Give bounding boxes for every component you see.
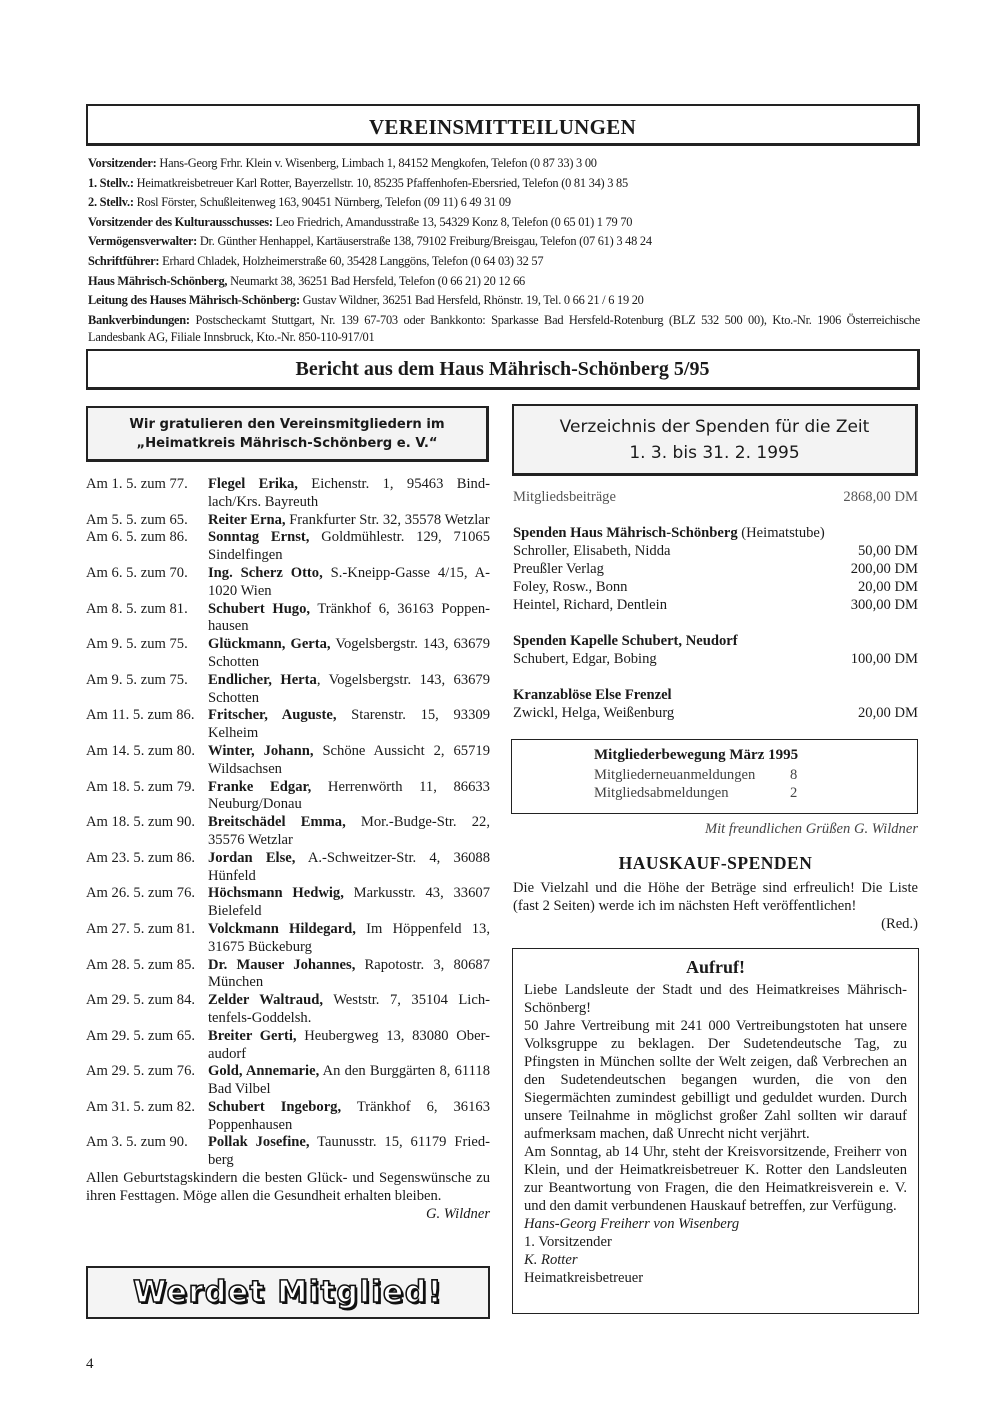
birthday-date: Am 9. 5. zum 75. [86,671,188,688]
birthday-details [208,957,490,993]
birthday-entry [86,1063,490,1099]
join-banner-text: Werdet Mitglied! [133,1275,443,1310]
birthday-details [208,850,490,886]
officer-row [88,193,920,213]
movement-label: Mitgliedsabmeldungen [594,785,729,801]
birthday-name: Sonntag Ernst, [208,529,310,546]
officer-details: Dr. Günther Henhappel, Kartäuserstraße 138, 79102 Freiburg/Breisgau, Telefon (07 61) 3 48 24 [197,234,652,249]
birthday-name: Ing. Scherz Otto, [208,564,323,581]
donation-amount: 50,00 DM [858,543,918,559]
section-title: VEREINSMITTEILUNGEN [368,115,637,139]
donation-row [513,578,918,596]
birthday-details [208,707,490,743]
donation-group-note: (Heimatstube) [737,525,825,541]
birthday-entry [86,565,490,601]
donor-name: Schubert, Edgar, Bobing [513,651,657,667]
officer-row [88,174,920,194]
aufruf-signature-name: K. Rotter [524,1252,578,1268]
birthday-address: Taunusstr. 15, 61179 Fried-berg [208,1134,491,1169]
officer-role: Vorsitzender des Kulturausschusses: [88,214,273,229]
donation-amount: 20,00 DM [858,705,918,721]
donation-group-name: Spenden Kapelle Schubert, Neudorf [513,633,738,649]
birthday-name: Reiter Erna, [208,511,286,528]
birthday-address: Weststr. 7, 35104 Lich-tenfels-Goddelsh. [208,992,490,1026]
birthday-entry [86,957,490,993]
aufruf-signature-role: Heimatkreisbetreuer [524,1270,644,1286]
birthday-name: Zelder Waltraud, [208,992,323,1009]
donation-amount: 100,00 DM [850,651,918,667]
donation-row [513,650,918,668]
birthday-details [208,1028,490,1064]
officer-details: Hans-Georg Frhr. Klein v. Wisenberg, Limbach 1, 84152 Mengkofen, Telefon (0 87 33) 3 00 [156,156,597,170]
donations-title-line1: Verzeichnis der Spenden für die Zeit [559,416,870,437]
birthday-address: Schöne Aussicht 2, 65719 Wildsachsen [208,742,490,777]
birthday-entry [86,850,490,886]
donor-name: Heintel, Richard, Dentlein [513,597,667,613]
birthday-address: An den Burggärten 8, 61118 Bad Vilbel [208,1063,491,1098]
birthday-entry [86,707,490,743]
birthday-address: Heubergweg 13, 83080 Ober-audorf [208,1027,490,1062]
birthday-name: Höchsmann Hedwig, [208,885,344,902]
birthday-entry [86,885,490,921]
birthday-name: Jordan Else, [208,849,296,866]
congrats-title-line2: „Heimatkreis Mährisch-Schönberg e. V.“ [136,435,438,451]
donation-group-name: Kranzablöse Else Frenzel [513,687,672,703]
birthday-entry [86,743,490,779]
birthday-entry [86,921,490,957]
officer-row [88,272,920,292]
birthday-date: Am 14. 5. zum 80. [86,742,196,759]
officer-role: Leitung des Hauses Mährisch-Schönberg: [88,293,300,308]
birthday-date: Am 28. 5. zum 85. [86,956,196,973]
birthday-address: Tränkhof 6, 36163 Poppen-hausen [208,600,490,635]
birthday-date: Am 29. 5. zum 84. [86,992,196,1009]
birthday-entry [86,814,490,850]
officer-row [88,213,920,233]
donor-name: Schroller, Elisabeth, Nidda [513,543,671,559]
birthday-signature: G. Wildner [425,1205,490,1222]
birthday-date: Am 9. 5. zum 75. [86,636,188,653]
birthday-entry [86,779,490,815]
birthday-name: Dr. Mauser Johannes, [208,956,356,973]
birthday-details [208,672,490,708]
birthday-entry [86,512,490,530]
birthday-name: Volckmann Hildegard, [208,920,356,937]
spacer [513,668,918,686]
birthday-address: Herrenwörth 11, 86633 Neuburg/Donau [208,778,490,813]
birthday-date: Am 27. 5. zum 81. [86,920,196,937]
birthday-date: Am 18. 5. zum 90. [86,814,196,831]
birthday-details [208,992,490,1028]
birthday-date: Am 18. 5. zum 79. [86,778,196,795]
officer-row [88,232,920,252]
birthday-address: Tränkhof 6, 36163 Poppenhausen [208,1098,490,1133]
birthday-name: Schubert Hugo, [208,600,311,617]
aufruf-box [512,948,919,1314]
donation-group-name: Spenden Haus Mährisch-Schönberg [513,525,738,541]
aufruf-paragraph: Liebe Landsleute der Stadt und des Heimatkreises Mährisch-Schönberg! [524,982,907,1016]
birthday-details [208,743,490,779]
movement-label: Mitgliederneuanmeldungen [594,767,756,783]
membership-movement-box [511,739,918,814]
birthday-address: Eichenstr. 1, 95463 Bind-lach/Krs. Bayreuth [208,476,490,510]
section-header-vereinsmitteilungen [86,104,920,146]
officer-role: 1. Stellv.: [88,175,134,190]
birthday-date: Am 6. 5. zum 86. [86,529,188,546]
donation-amount: 300,00 DM [850,597,918,613]
membership-movement-row [594,766,917,784]
birthday-address: Frankfurter Str. 32, 35578 Wetzlar [285,511,490,528]
birthday-address: S.-Kneipp-Gasse 4/15, A-1020 Wien [208,564,490,599]
page-number: 4 [86,1356,94,1372]
birthday-name: Breitschädel Emma, [208,814,346,831]
birthday-entry [86,529,490,565]
spacer [513,506,918,524]
membership-movement-title: Mitgliederbewegung März 1995 [594,747,799,763]
donation-amount: 200,00 DM [850,561,918,577]
donations-header-box [512,404,918,476]
birthday-closing-text: Allen Geburtstagskindern die besten Glück- und Segenswünsche zu ihren Festtagen. Möge allen die Gesundheit erhalten bleiben. [86,1170,490,1204]
birthday-details [208,1134,490,1170]
report-title: Bericht aus dem Haus Mährisch-Schönberg 5/95 [295,357,710,380]
birthday-list [86,476,490,1223]
birthday-date: Am 8. 5. zum 81. [86,600,188,617]
bank-details [88,312,920,346]
birthday-address: Markusstr. 43, 33607 Bielefeld [208,885,490,920]
birthday-date: Am 6. 5. zum 70. [86,564,188,581]
donation-row [513,596,918,614]
donation-row [513,704,918,722]
birthday-address: Starenstr. 15, 93309 Kelheim [208,707,490,742]
birthday-entry [86,636,490,672]
officer-role: Vermögensverwalter: [88,234,198,249]
donation-row [513,560,918,578]
birthday-name: Glückmann, Gerta, [208,636,331,653]
birthday-name: Franke Edgar, [208,778,312,795]
birthday-details [208,512,490,530]
donation-group-title [513,632,918,650]
birthday-entry [86,992,490,1028]
donations-list [513,488,918,722]
birthday-date: Am 31. 5. zum 82. [86,1098,196,1115]
birthday-entry [86,1028,490,1064]
officers-list [88,154,920,346]
officer-details: Leo Friedrich, Amandusstraße 13, 54329 Konz 8, Telefon (0 65 01) 1 79 70 [272,214,633,229]
birthday-name: Endlicher, Herta [208,671,317,688]
birthday-details [208,565,490,601]
birthday-details [208,636,490,672]
birthday-address: A.-Schweitzer-Str. 4, 36088 Hünfeld [208,849,491,884]
hauskauf-title: HAUSKAUF-SPENDEN [618,853,813,873]
movement-value: 8 [790,767,798,783]
join-banner [86,1266,490,1319]
hauskauf-section [513,879,918,933]
birthday-details [208,1063,490,1099]
birthday-details [208,601,490,637]
aufruf-title: Aufruf! [686,957,745,977]
officer-role: 2. Stellv.: [88,195,134,210]
birthday-date: Am 23. 5. zum 86. [86,849,196,866]
birthday-name: Schubert Ingeborg, [208,1098,342,1115]
bank-label: Bankverbindungen: [88,312,190,327]
birthday-name: Fritscher, Auguste, [208,707,337,724]
donation-group-title [513,524,918,542]
bank-text: Postscheckamt Stuttgart, Nr. 139 67-703 oder Bankkonto: Sparkasse Bad Hersfeld-Rotenburg (BLZ 532 500 00), Kto.-Nr. 1906 Österreichische Landesbank AG, Filiale Innsbruck, Kto.-Nr. 850-110-917/01 [88,312,920,344]
aufruf-paragraph: Am Sonntag, ab 14 Uhr, steht der Kreisvorsitzende, Freiherr von Klein, und der Heimatkreisbetreuer K. Rotter den Landsleuten zur Beantwortung von Fragen, die den Heimatkreisverein e. V. und den damit verbundenen Hauskauf betreffen, zur Verfügung. [524,1144,907,1214]
birthday-details [208,885,490,921]
birthday-entry [86,672,490,708]
spacer [513,614,918,632]
birthday-date: Am 29. 5. zum 76. [86,1063,196,1080]
membership-fees-label: Mitgliedsbeiträge [513,489,616,505]
donations-title-line2: 1. 3. bis 31. 2. 1995 [629,442,800,463]
birthday-address: Vogelsbergstr. 143, 63679 Schotten [208,636,490,670]
hauskauf-text: Die Vielzahl und die Höhe der Beträge sind erfreulich! Die Liste (fast 2 Seiten) werde ich im nächsten Heft veröffentlichen! [513,880,918,914]
birthday-details [208,921,490,957]
birthday-date: Am 26. 5. zum 76. [86,885,196,902]
birthday-address: , Vogelsbergstr. 143, 63679 Schotten [208,671,491,706]
birthday-details [208,779,490,815]
birthday-date: Am 3. 5. zum 90. [86,1134,188,1151]
membership-movement-row [594,784,917,802]
movement-value: 2 [790,785,798,801]
birthday-entry [86,1134,490,1170]
donor-name: Preußler Verlag [513,561,604,577]
birthday-details [208,1099,490,1135]
officer-role: Vorsitzender: [88,156,157,170]
officer-row [88,291,920,311]
birthday-address: Rapotostr. 3, 80687 München [208,956,490,991]
birthday-entry [86,476,490,512]
officer-row [88,252,920,272]
report-header [86,349,920,390]
birthday-details [208,529,490,565]
congrats-header-box [86,406,489,462]
birthday-address: Goldmühlestr. 129, 71065 Sindelfingen [208,529,490,564]
greeting-signature: Mit freundlichen Grüßen G. Wildner [704,821,918,837]
donation-amount: 20,00 DM [858,579,918,595]
aufruf-signature-role: 1. Vorsitzender [524,1234,612,1250]
membership-fees-amount: 2868,00 DM [843,489,918,505]
birthday-address: Im Höppenfeld 13, 31675 Bückeburg [208,920,490,955]
officer-role: Haus Mährisch-Schönberg, [88,273,228,288]
officer-details: Gustav Wildner, 36251 Bad Hersfeld, Rhönstr. 19, Tel. 0 66 21 / 6 19 20 [299,293,644,308]
birthday-name: Winter, Johann, [208,742,314,759]
membership-fees-row [513,488,918,506]
birthday-name: Pollak Josefine, [208,1134,310,1151]
birthday-details [208,814,490,850]
officer-role: Schriftführer: [88,253,160,268]
hauskauf-credit: (Red.) [881,916,918,932]
donation-group-title [513,686,918,704]
birthday-entry [86,1099,490,1135]
officer-details: Heimatkreisbetreuer Karl Rotter, Bayerzellstr. 10, 85235 Pfaffenhofen-Ebersried, Telefon (0 81 34) 3 85 [133,175,628,190]
officer-details: Rosl Förster, Schußleitenweg 163, 90451 Nürnberg, Telefon (09 11) 6 49 31 09 [133,195,511,210]
birthday-date: Am 11. 5. zum 86. [86,707,195,724]
aufruf-signature-name: Hans-Georg Freiherr von Wisenberg [524,1216,740,1232]
donor-name: Zwickl, Helga, Weißenburg [513,705,675,721]
birthday-name: Breiter Gerti, [208,1027,297,1044]
birthday-name: Gold, Annemarie, [208,1063,320,1080]
donor-name: Foley, Rosw., Bonn [513,579,628,595]
congrats-title-line1: Wir gratulieren den Vereinsmitgliedern im [129,416,445,432]
birthday-name: Flegel Erika, [208,476,298,492]
birthday-date: Am 29. 5. zum 65. [86,1027,196,1044]
aufruf-paragraph: 50 Jahre Vertreibung mit 241 000 Vertreibungstoten hat unsere Volksgruppe zu beklagen. Der Sudetendeutsche Tag, zu Pfingsten in München sollte der Welt zeigen, daß Verbrechen an den Sudetendeutschen begangen wurden, die von den Siegermächten zumindest gebilligt und geduldet wurden. Durch unsere Teilnahme in möglichst großer Zahl sollten wir darauf aufmerksam machen, daß Unrecht nicht verjährt. [524,1018,907,1142]
birthday-details [208,476,490,512]
birthday-address: Mor.-Budge-Str. 22, 35576 Wetzlar [208,814,490,848]
officer-details: Neumarkt 38, 36251 Bad Hersfeld, Telefon (0 66 21) 20 12 66 [227,273,526,288]
birthday-entry [86,601,490,637]
officer-row [88,154,920,174]
birthday-date: Am 5. 5. zum 65. [86,511,188,528]
officer-details: Erhard Chladek, Holzheimerstraße 60, 35428 Langgöns, Telefon (0 64 03) 32 57 [159,253,544,268]
birthday-date: Am 1. 5. zum 77. [86,476,188,492]
donation-row [513,542,918,560]
